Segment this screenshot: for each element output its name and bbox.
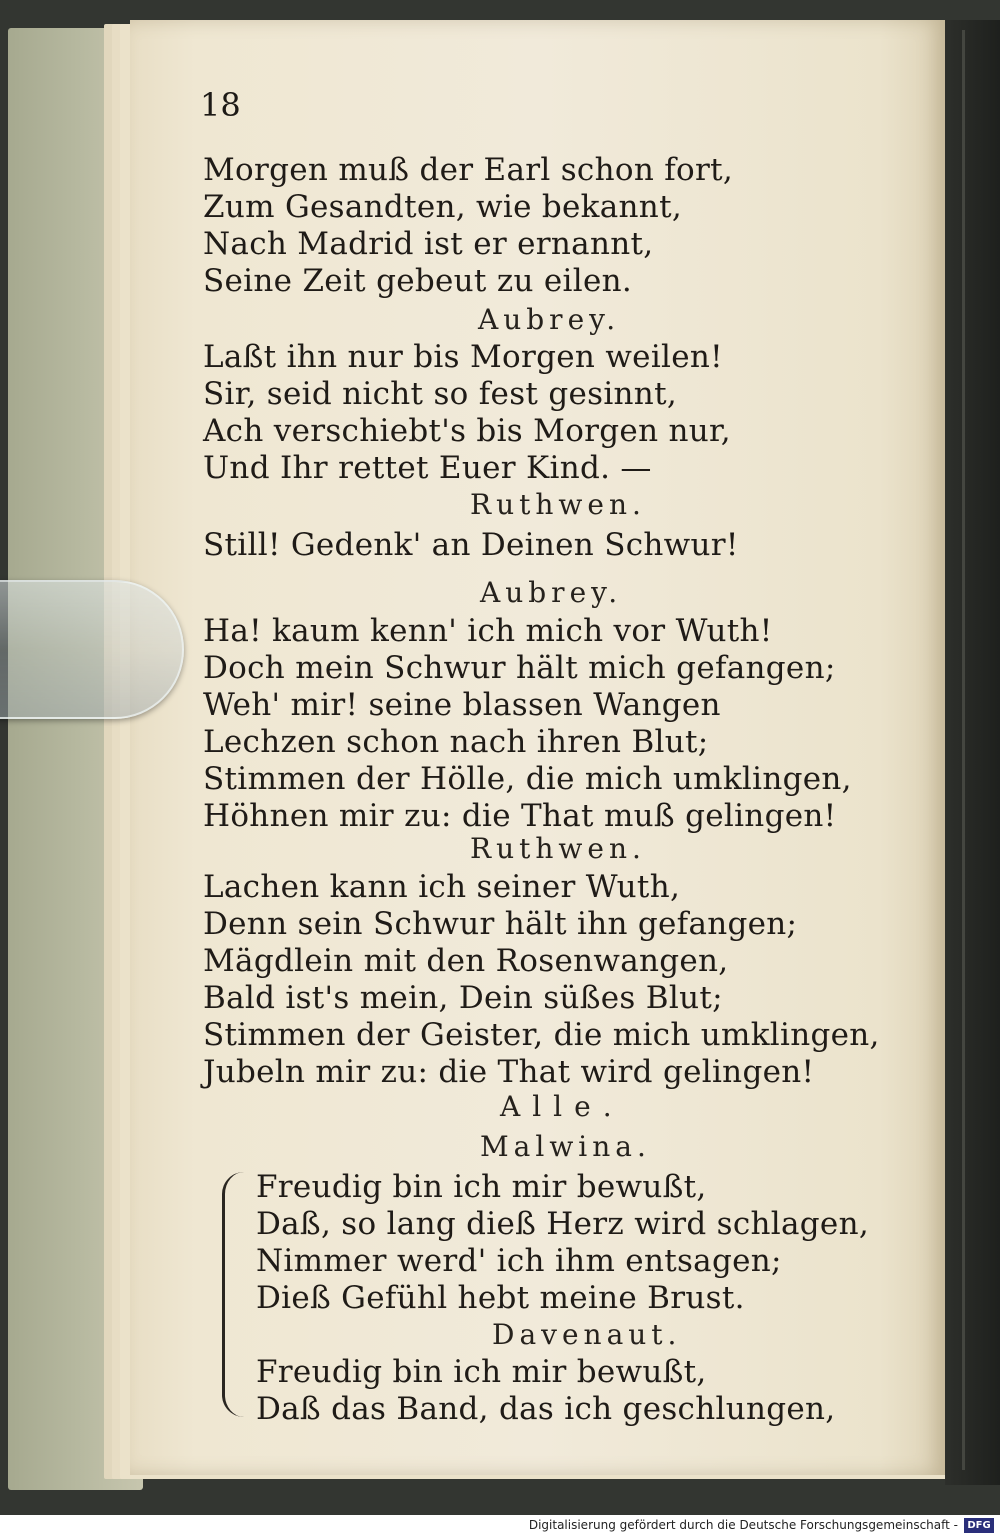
verse-line: Still! Gedenk' an Deinen Schwur! — [203, 527, 739, 563]
dfg-logo: DFG — [964, 1518, 994, 1533]
funding-note: Digitalisierung gefördert durch die Deutsche Forschungsgemeinschaft - — [528, 1518, 958, 1532]
binding-edge-line — [962, 30, 965, 1470]
verse-line: Nach Madrid ist er ernannt, — [203, 226, 654, 262]
verse-line: Bald ist's mein, Dein süßes Blut; — [203, 980, 723, 1016]
verse-line: Seine Zeit gebeut zu eilen. — [203, 263, 633, 299]
verse-line: Doch mein Schwur hält mich gefangen; — [203, 650, 836, 686]
verse-line: Weh' mir! seine blassen Wangen — [203, 687, 721, 723]
verse-line: Und Ihr rettet Euer Kind. — — [203, 450, 652, 486]
verse-line: Zum Gesandten, wie bekannt, — [203, 189, 682, 225]
verse-line: Freudig bin ich mir bewußt, — [256, 1169, 707, 1205]
verse-brace — [222, 1172, 249, 1417]
verse-line: Ach verschiebt's bis Morgen nur, — [203, 413, 731, 449]
verse-line: Lachen kann ich seiner Wuth, — [203, 869, 681, 905]
verse-line: Laßt ihn nur bis Morgen weilen! — [203, 339, 723, 375]
verse-line: Lechzen schon nach ihren Blut; — [203, 724, 709, 760]
page-number: 18 — [200, 86, 241, 124]
footer-bar — [0, 1515, 1000, 1537]
verse-line: Höhnen mir zu: die That muß gelingen! — [203, 798, 837, 834]
book-binding — [945, 20, 1000, 1485]
speaker-name: Ruthwen. — [470, 488, 646, 521]
verse-line: Ha! kaum kenn' ich mich vor Wuth! — [203, 613, 773, 649]
verse-line: Denn sein Schwur hält ihn gefangen; — [203, 906, 798, 942]
verse-line: Morgen muß der Earl schon fort, — [203, 152, 734, 188]
verse-line: Nimmer werd' ich ihm entsagen; — [256, 1243, 782, 1279]
verse-line: Stimmen der Hölle, die mich umklingen, — [203, 761, 852, 797]
verse-line: Daß das Band, das ich geschlungen, — [256, 1391, 836, 1427]
verse-line: Freudig bin ich mir bewußt, — [256, 1354, 707, 1390]
verse-line: Sir, seid nicht so fest gesinnt, — [203, 376, 677, 412]
verse-line: Dieß Gefühl hebt meine Brust. — [256, 1280, 745, 1316]
verse-line: Stimmen der Geister, die mich umklingen, — [203, 1017, 880, 1053]
speaker-name: Malwina. — [480, 1130, 651, 1163]
verse-line: Mägdlein mit den Rosenwangen, — [203, 943, 729, 979]
speaker-name: Ruthwen. — [470, 832, 646, 865]
glass-page-clip — [0, 580, 184, 719]
speaker-name: Davenaut. — [492, 1318, 682, 1351]
speaker-name: Aubrey. — [480, 576, 623, 609]
verse-line: Daß, so lang dieß Herz wird schlagen, — [256, 1206, 869, 1242]
verse-line: Jubeln mir zu: die That wird gelingen! — [203, 1054, 815, 1090]
speaker-name: Aubrey. — [478, 303, 621, 336]
speaker-name: Alle. — [500, 1090, 624, 1123]
